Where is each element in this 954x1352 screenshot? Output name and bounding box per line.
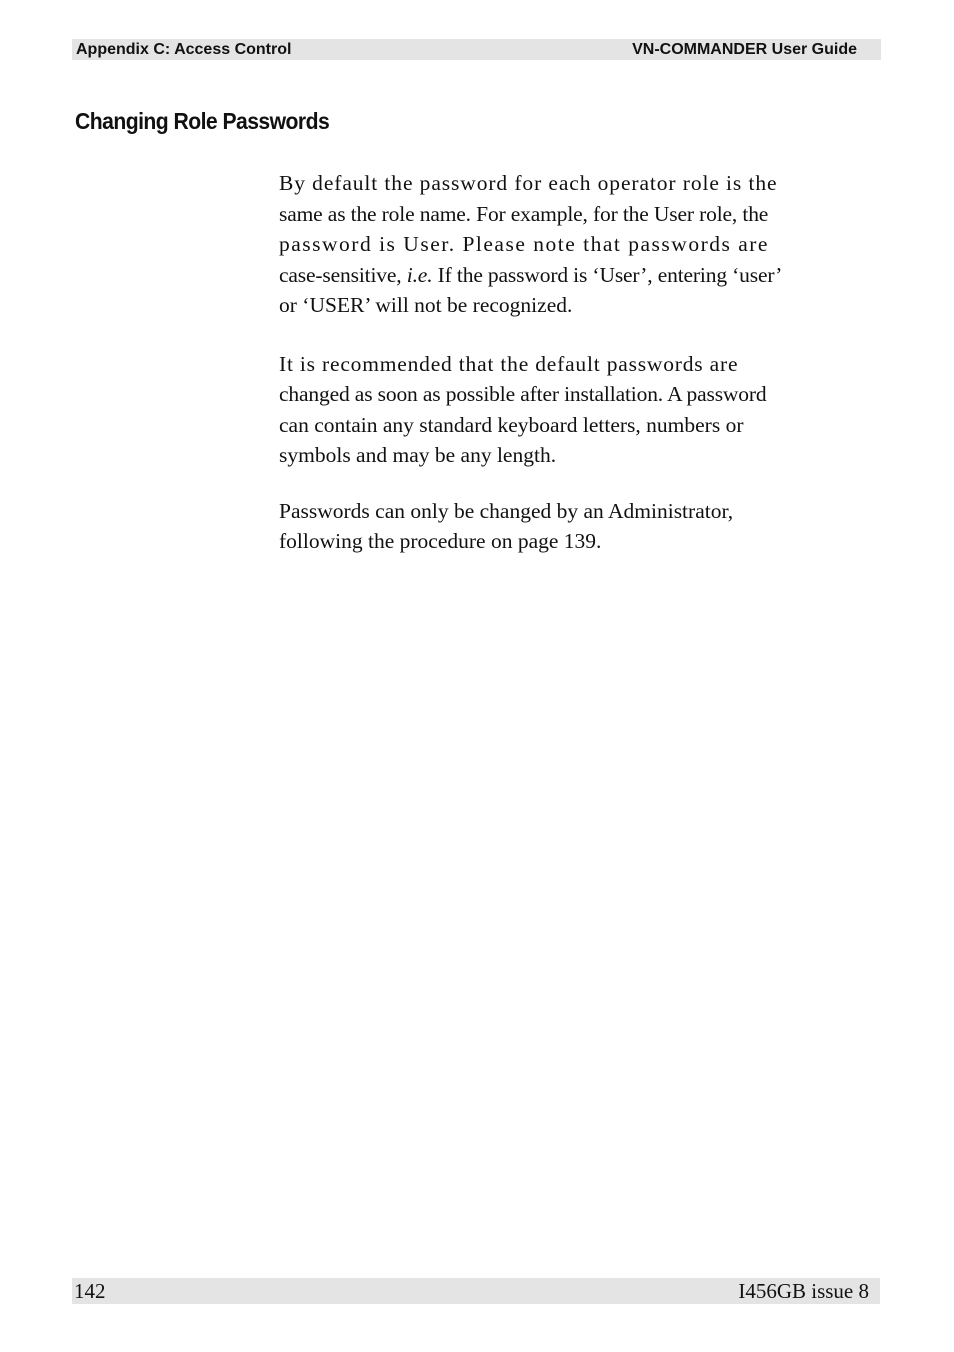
text-line: following the procedure on page 139. [279,529,602,553]
text-line: same as the role name. For example, for the User role, the [279,201,769,226]
page-number: 142 [74,1279,106,1303]
running-footer [72,1278,880,1304]
text-line: changed as soon as possible after installation. A password [279,382,767,406]
paragraph-admin-change [279,496,879,557]
text-line: It is recommended that the default passwords are [279,351,739,376]
text-fragment: case-sensitive, [279,262,407,287]
text-line: Passwords can only be changed by an Administrator, [279,498,734,523]
text-line [279,260,879,291]
section-heading: Changing Role Passwords [75,108,330,134]
text-fragment: If the password is ‘User’, entering ‘user’ [432,262,783,287]
text-line: symbols and may be any length. [279,443,557,467]
paragraph-default-password [279,168,879,321]
document-id: I456GB issue 8 [738,1279,869,1303]
text-line: or ‘USER’ will not be recognized. [279,293,573,317]
header-chapter-title: Appendix C: Access Control [76,41,292,58]
italic-abbreviation: i.e. [406,262,433,287]
text-line: password is User. Please note that passwords are [279,232,769,256]
paragraph-recommendation [279,349,879,471]
text-line: By default the password for each operator role is the [279,171,778,195]
body-text [279,168,879,557]
running-header [72,39,881,60]
text-line: can contain any standard keyboard letters, numbers or [279,412,744,437]
header-guide-title: VN-COMMANDER User Guide [632,41,857,58]
